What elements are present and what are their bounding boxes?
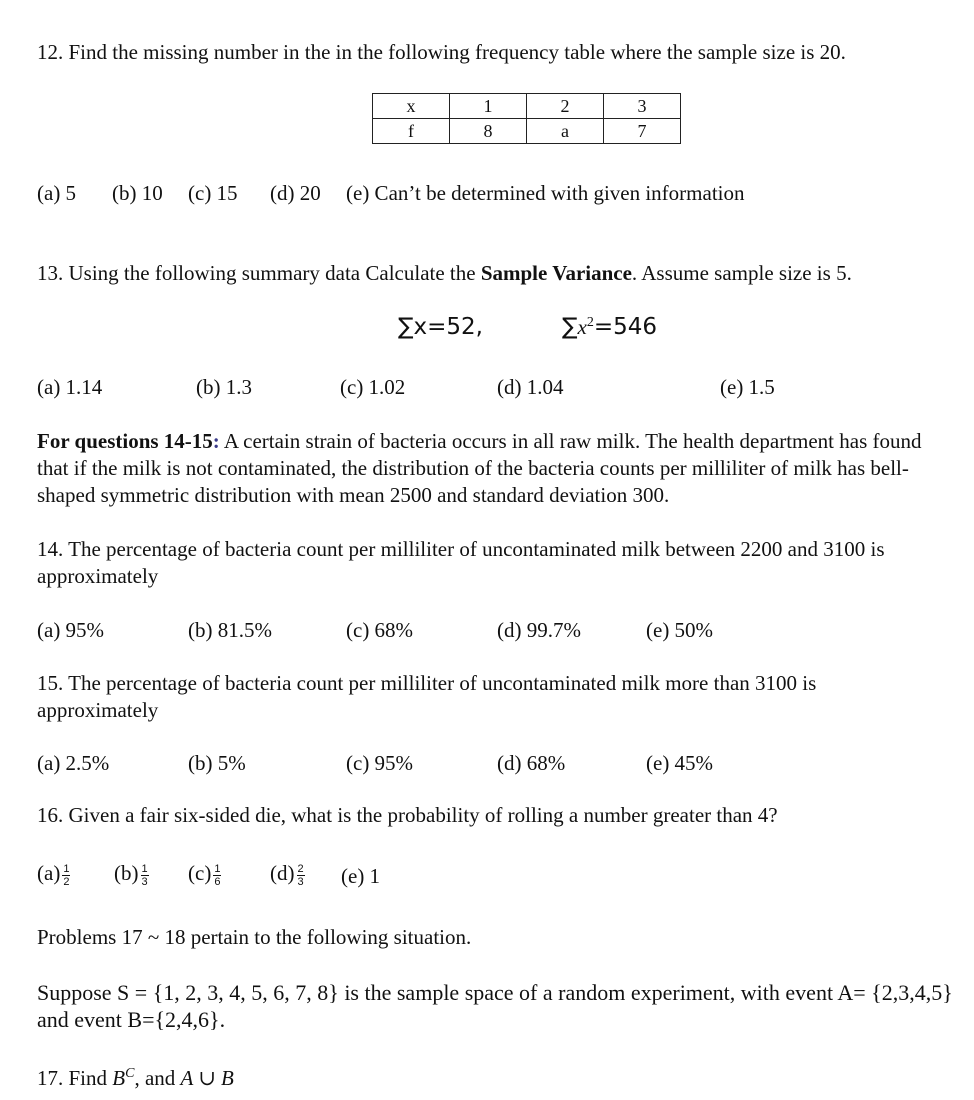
table-cell: 7 bbox=[604, 119, 681, 144]
q17-prefix: 17. Find bbox=[37, 1066, 113, 1090]
q13-option-e: (e) 1.5 bbox=[720, 375, 775, 399]
q14-option-d: (d) 99.7% bbox=[497, 618, 581, 642]
table-cell: 8 bbox=[450, 119, 527, 144]
q16-option-a bbox=[37, 861, 70, 888]
sum-x-text: ∑x=52, bbox=[398, 314, 483, 340]
q13-option-c: (c) 1.02 bbox=[340, 375, 406, 399]
sigma-symbol: ∑ bbox=[562, 314, 578, 340]
option-label: (b) bbox=[114, 861, 139, 885]
q12-option-c: (c) 15 bbox=[188, 181, 238, 205]
sum-x-formula bbox=[398, 314, 483, 340]
set-b: B bbox=[112, 1066, 126, 1090]
exponent: 2 bbox=[586, 315, 594, 330]
question-16-text: 16. Given a fair six-sided die, what is the probability of rolling a number greater than 4? bbox=[37, 803, 778, 827]
table-cell: 3 bbox=[604, 94, 681, 119]
denominator: 3 bbox=[141, 875, 148, 888]
fraction bbox=[213, 863, 221, 888]
option-label: (c) bbox=[188, 861, 212, 885]
numerator: 1 bbox=[214, 862, 221, 875]
option-label: (a) bbox=[37, 861, 61, 885]
question-14-text: 14. The percentage of bacteria count per milliliter of uncontaminated milk between 2200 and 3100 is approximately bbox=[37, 537, 885, 588]
frequency-table bbox=[372, 93, 681, 144]
table-cell: 2 bbox=[527, 94, 604, 119]
numerator: 1 bbox=[141, 862, 148, 875]
q15-option-a: (a) 2.5% bbox=[37, 751, 110, 775]
q16-option-d bbox=[270, 861, 305, 888]
q14-option-c: (c) 68% bbox=[346, 618, 414, 642]
q12-option-e: (e) Can’t be determined with given information bbox=[346, 181, 745, 205]
q13-text-after: . Assume sample size is 5. bbox=[631, 261, 852, 285]
a-union-b: A ∪ B bbox=[180, 1066, 234, 1090]
fraction bbox=[297, 863, 305, 888]
question-12-text: 12. Find the missing number in the in the following frequency table where the sample size is 20. bbox=[37, 40, 846, 64]
table-row bbox=[373, 119, 681, 144]
numerator: 1 bbox=[63, 862, 70, 875]
denominator: 2 bbox=[63, 875, 70, 888]
q12-option-d: (d) 20 bbox=[270, 181, 321, 205]
numerator: 2 bbox=[297, 862, 304, 875]
q12-option-a: (a) 5 bbox=[37, 181, 77, 205]
sum-x2-formula bbox=[562, 314, 657, 340]
intro-colon: : bbox=[212, 429, 220, 453]
table-cell: f bbox=[373, 119, 450, 144]
x-variable: x bbox=[577, 315, 587, 339]
question-17-text bbox=[37, 1066, 234, 1091]
intro-text: A certain strain of bacteria occurs in all raw milk. The health department has found that if the milk is not contaminated, the distribution of the bacteria counts per milliliter of milk has bell-shaped symmetric distribution with mean 2500 and standard deviation 300. bbox=[37, 429, 922, 507]
option-label: (d) bbox=[270, 861, 295, 885]
fraction bbox=[141, 863, 149, 888]
q16-option-b bbox=[114, 861, 149, 888]
q15-option-d: (d) 68% bbox=[497, 751, 566, 775]
q13-option-b: (b) 1.3 bbox=[196, 375, 252, 399]
q13-bold-term: Sample Variance bbox=[480, 261, 632, 285]
q15-option-b: (b) 5% bbox=[188, 751, 246, 775]
q16-option-c bbox=[188, 861, 221, 888]
question-13-text bbox=[37, 261, 852, 286]
intro-14-15 bbox=[37, 428, 942, 509]
q17-middle: , and bbox=[134, 1066, 181, 1090]
q14-option-a: (a) 95% bbox=[37, 618, 105, 642]
question-15-text: 15. The percentage of bacteria count per milliliter of uncontaminated milk more than 3100 is approximately bbox=[37, 671, 817, 722]
table-cell: a bbox=[527, 119, 604, 144]
problems-17-18-setup: Suppose S = {1, 2, 3, 4, 5, 6, 7, 8} is the sample space of a random experiment, with event A= {2,3,4,5} and event B={2,4,6}. bbox=[37, 980, 953, 1032]
denominator: 6 bbox=[214, 875, 221, 888]
q15-option-e: (e) 45% bbox=[646, 751, 714, 775]
sum-x2-value: =546 bbox=[593, 314, 657, 340]
q13-text-before: 13. Using the following summary data Calculate the bbox=[37, 261, 481, 285]
q12-option-b: (b) 10 bbox=[112, 181, 163, 205]
fraction bbox=[62, 863, 70, 888]
q13-option-d: (d) 1.04 bbox=[497, 375, 564, 399]
q14-option-b: (b) 81.5% bbox=[188, 618, 272, 642]
complement-sup: C bbox=[125, 1066, 135, 1081]
problems-17-18-intro: Problems 17 ~ 18 pertain to the following situation. bbox=[37, 925, 472, 949]
q16-option-e: (e) 1 bbox=[341, 864, 381, 888]
table-cell: 1 bbox=[450, 94, 527, 119]
table-cell: x bbox=[373, 94, 450, 119]
q15-option-c: (c) 95% bbox=[346, 751, 414, 775]
table-row bbox=[373, 94, 681, 119]
q13-option-a: (a) 1.14 bbox=[37, 375, 103, 399]
denominator: 3 bbox=[297, 875, 304, 888]
q14-option-e: (e) 50% bbox=[646, 618, 714, 642]
intro-bold-label: For questions 14-15 bbox=[37, 429, 213, 453]
